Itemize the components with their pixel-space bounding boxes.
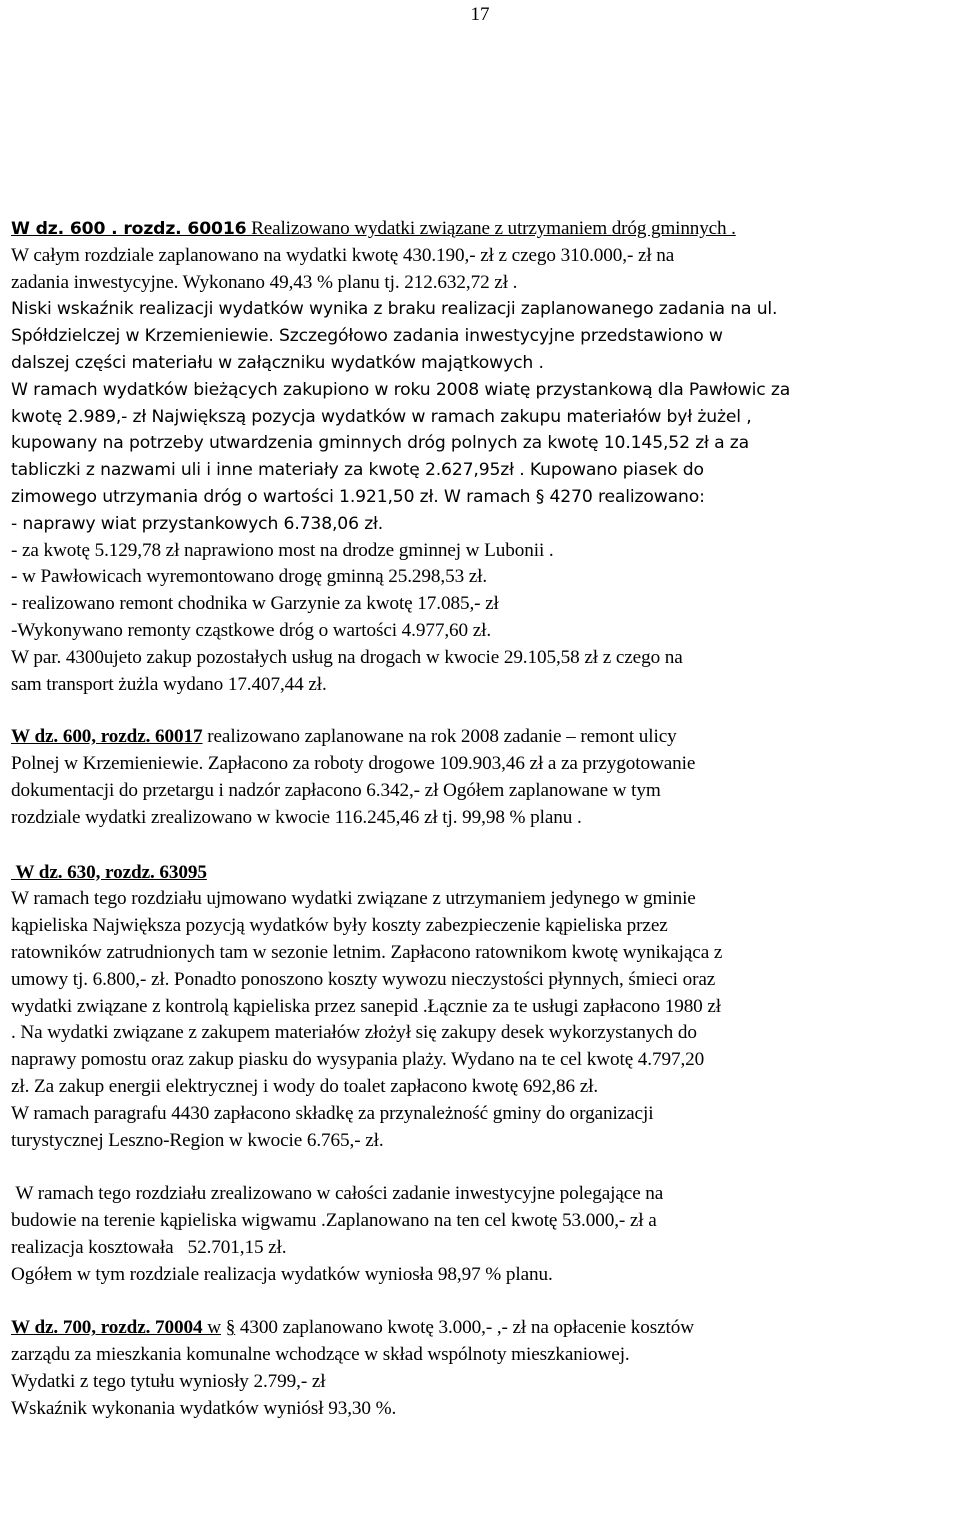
section-60017-line-1 <box>11 724 957 751</box>
spacer <box>11 698 957 724</box>
section-60016-line-2: W całym rozdziale zaplanowano na wydatki kwotę 430.190,- zł z czego 310.000,- zł na <box>11 244 675 266</box>
spacer <box>11 1288 957 1315</box>
section-60016-line-4: Niski wskaźnik realizacji wydatków wynika z braku realizacji zaplanowanego zadania na ul. <box>11 299 778 320</box>
section-63095-line-1: W ramach tego rozdziału ujmowano wydatki związane z utrzymaniem jedynego w gminie <box>11 888 696 910</box>
section-60016-line-5-rest: . Szczegółowo zadania inwestycyjne przedstawiono w <box>268 326 723 347</box>
section-60017-heading: W dz. 600, rozdz. 60017 <box>11 726 203 748</box>
street-name: Spółdzielczej w Krzemieniewie <box>11 326 269 347</box>
section-60016-line-14: - w Pawłowicach wyremontowano drogę gminną 25.298,53 zł. <box>11 566 488 588</box>
document-body <box>11 216 957 1423</box>
section-60016-line-9: kupowany na potrzeby utwardzenia gminnych dróg polnych za kwotę 10.145,52 zł a za <box>11 433 750 454</box>
section-70004-line-1-text: 4300 zaplanowano kwotę 3.000,- ,- zł na opłacenie kosztów <box>235 1317 695 1339</box>
section-63095-line-4: umowy tj. 6.800,- zł. Ponadto ponoszono koszty wywozu nieczystości płynnych, śmieci oraz <box>11 968 716 990</box>
section-60016-line-12: - naprawy wiat przystankowych 6.738,06 zł. <box>11 513 384 534</box>
section-70004-w: w <box>202 1317 221 1339</box>
section-63095-heading-line <box>11 860 957 887</box>
section-60017-line-2: Polnej w Krzemieniewie. Zapłacono za roboty drogowe 109.903,46 zł a za przygotowanie <box>11 753 696 775</box>
section-60017-line-3: dokumentacji do przetargu i nadzór zapłacono 6.342,- zł Ogółem zaplanowane w tym <box>11 779 661 801</box>
section-70004-line-4: Wskaźnik wykonania wydatków wyniósł 93,30 %. <box>11 1397 397 1419</box>
section-60016-line-16: -Wykonywano remonty cząstkowe dróg o wartości 4.977,60 zł. <box>11 619 492 641</box>
section-60016-line-1 <box>11 216 957 243</box>
page-number: 17 <box>470 4 490 25</box>
section-63095-line-7: naprawy pomostu oraz zakup piasku do wysypania plaży. Wydano na te cel kwotę 4.797,20 <box>11 1049 705 1071</box>
section-63095-line-5: wydatki związane z kontrolą kąpieliska przez sanepid .Łącznie za te usługi zapłacono 1980 zł <box>11 995 722 1017</box>
section-63095-line-9: W ramach paragrafu 4430 zapłacono składkę za przynależność gminy do organizacji <box>11 1102 654 1124</box>
section-60017-line-1-text: realizowano zaplanowane na rok 2008 zadanie – remont ulicy <box>202 726 677 748</box>
section-63095-line-14: Ogółem w tym rozdziale realizacja wydatków wyniosła 98,97 % planu. <box>11 1263 553 1285</box>
section-63095-line-3: ratowników zatrudnionych tam w sezonie letnim. Zapłacono ratownikom kwotę wynikająca z <box>11 941 723 963</box>
section-60016-line-17: W par. 4300ujeto zakup pozostałych usług na drogach w kwocie 29.105,58 zł z czego na <box>11 646 683 668</box>
section-63095-line-12: budowie na terenie kąpieliska wigwamu .Zaplanowano na ten cel kwotę 53.000,- zł a <box>11 1210 657 1232</box>
section-60016-heading: W dz. 600 . rozdz. 60016 <box>11 219 247 239</box>
section-60016-text: Realizowano wydatki związane z utrzymaniem dróg gminnych . <box>246 218 736 239</box>
section-60016-line-18: sam transport żużla wydano 17.407,44 zł. <box>11 673 327 695</box>
section-63095-line-10: turystycznej Leszno-Region w kwocie 6.765,- zł. <box>11 1129 384 1151</box>
section-60016-line-8: kwotę 2.989,- zł Największą pozycja wydatków w ramach zakupu materiałów był żużel , <box>11 406 752 427</box>
section-63095-line-6: . Na wydatki związane z zakupem materiałów złożył się zakupy desek wykorzystanych do <box>11 1022 697 1044</box>
section-60016-line-11 <box>11 484 957 511</box>
section-63095-line-13: realizacja kosztowała 52.701,15 zł. <box>11 1236 287 1258</box>
section-70004-heading: W dz. 700, rozdz. 70004 <box>11 1317 203 1339</box>
section-63095-line-11: W ramach tego rozdziału zrealizowano w całości zadanie inwestycyjne polegające na <box>11 1183 664 1205</box>
section-63095-line-8: zł. Za zakup energii elektrycznej i wody do toalet zapłacono kwotę 692,86 zł. <box>11 1075 599 1097</box>
section-63095-line-2: kąpieliska Największa pozycją wydatków były koszty zabezpieczenie kąpieliska przez <box>11 915 668 937</box>
section-60016-line-6: dalszej części materiału w załączniku wydatków majątkowych . <box>11 352 544 373</box>
section-60016-line-3: zadania inwestycyjne. Wykonano 49,43 % planu tj. 212.632,72 zł . <box>11 271 518 293</box>
section-60016-line-5 <box>11 323 957 350</box>
paragraph-sign: § <box>225 1317 236 1339</box>
spacer <box>11 1154 957 1181</box>
paragraph-sign: § <box>535 486 545 507</box>
section-70004-line-3: Wydatki z tego tytułu wyniosły 2.799,- zł <box>11 1371 326 1393</box>
spacer <box>11 832 957 860</box>
section-63095-heading: W dz. 630, rozdz. 63095 <box>11 861 207 883</box>
section-60016-line-13: - za kwotę 5.129,78 zł naprawiono most na drodze gminnej w Lubonii . <box>11 539 554 561</box>
section-60016-line-11-start: zimowego utrzymania dróg o wartości 1.921,50 zł. W ramach <box>11 486 531 507</box>
section-70004-line-2: zarządu za mieszkania komunalne wchodzące w skład wspólnoty mieszkaniowej. <box>11 1344 630 1366</box>
section-60016-line-7: W ramach wydatków bieżących zakupiono w roku 2008 wiatę przystankową dla Pawłowic za <box>11 379 791 400</box>
section-60016-line-15: - realizowano remont chodnika w Garzynie za kwotę 17.085,- zł <box>11 593 499 615</box>
section-60016-line-10: tabliczki z nazwami uli i inne materiały za kwotę 2.627,95zł . Kupowano piasek do <box>11 460 704 481</box>
section-60016-line-11-end: 4270 realizowano: <box>544 486 705 507</box>
section-60017-line-4: rozdziale wydatki zrealizowano w kwocie 116.245,46 zł tj. 99,98 % planu . <box>11 806 582 828</box>
section-70004-line-1 <box>11 1315 957 1342</box>
